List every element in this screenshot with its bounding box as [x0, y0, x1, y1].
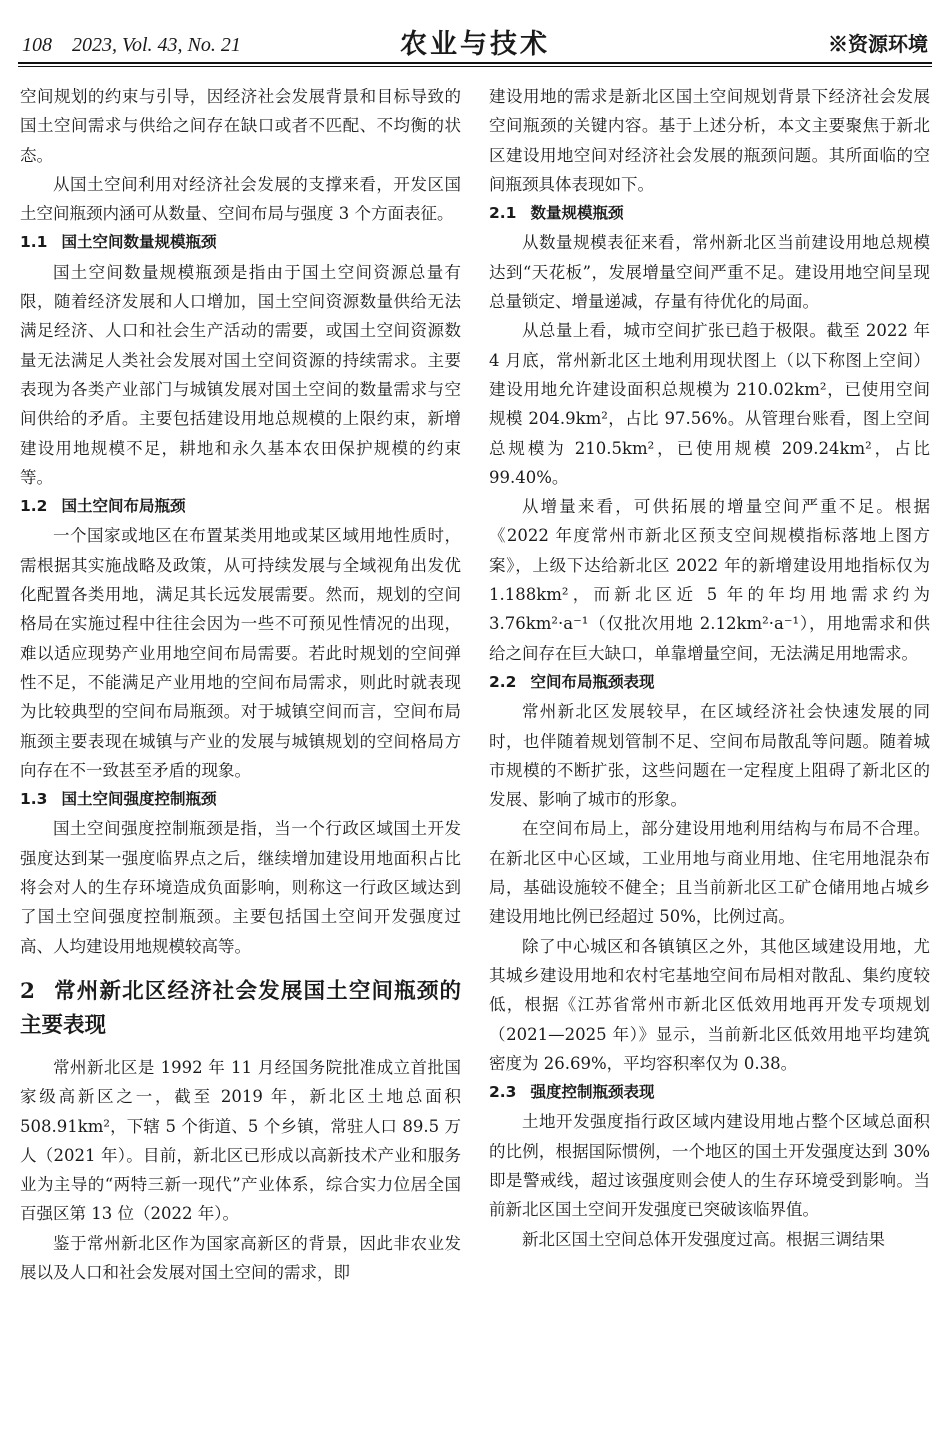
paragraph: 鉴于常州新北区作为国家高新区的背景，因此非农业发展以及人口和社会发展对国土空间的需求，即 — [20, 1233, 461, 1282]
page-number-volume: 108 2023, Vol. 43, No. 21 — [22, 34, 241, 56]
section-number: 2.3 — [489, 1083, 517, 1102]
section-heading-1-3 — [20, 785, 461, 814]
section-title: 强度控制瓶颈表现 — [530, 1083, 655, 1102]
section-title: 常州新北区经济社会发展国土空间瓶颈的主要表现 — [20, 978, 461, 1038]
paragraph: 土地开发强度指行政区域内建设用地占整个区域总面积的比例，根据国际惯例，一个地区的国土开发强度达到 30%即是警戒线，超过该强度则会使人的生存环境受到影响。当前新北区国土空间开发强度已突破该临界值。 — [489, 1112, 930, 1220]
paragraph: 从国土空间利用对经济社会发展的支撑来看，开发区国土空间瓶颈内涵可从数量、空间布局与强度 3 个方面表征。 — [20, 174, 461, 224]
paragraph: 建设用地的需求是新北区国土空间规划背景下经济社会发展空间瓶颈的关键内容。基于上述分析，本文主要聚焦于新北区建设用地空间对经济社会发展的瓶颈问题。其所面临的空间瓶颈具体表现如下。 — [489, 87, 930, 194]
paragraph: 国土空间强度控制瓶颈是指，当一个行政区域国土开发强度达到某一强度临界点之后，继续增加建设用地面积占比将会对人的生存环境造成负面影响，则称这一行政区域达到了国土空间强度控制瓶颈。主要包括国土空间开发强度过高、人均建设用地规模较高等。 — [20, 819, 461, 956]
journal-title: 农业与技术 — [400, 29, 550, 60]
section-title: 数量规模瓶颈 — [530, 204, 624, 223]
page-header — [22, 20, 928, 60]
section-heading-1-2 — [20, 492, 461, 521]
paragraph: 常州新北区发展较早，在区域经济社会快速发展的同时，也伴随着规划管制不足、空间布局散乱等问题。随着城市规模的不断扩张，这些问题在一定程度上阻碍了新北区的发展、影响了城市的形象。 — [489, 702, 930, 810]
paragraph: 从数量规模表征来看，常州新北区当前建设用地总规模达到“天花板”，发展增量空间严重不足。建设用地空间呈现总量锁定、增量递减，存量有待优化的局面。 — [489, 233, 930, 312]
section-heading-2-1 — [489, 199, 930, 228]
paragraph: 一个国家或地区在布置某类用地或某区域用地性质时，需根据其实施战略及政策，从可持续发展与全域视角出发优化配置各类用地，满足其长远发展需要。然而，规划的空间格局在实施过程中往往会因为一些不可预见性情况的出现，难以适应现势产业用地空间布局需要。若此时规划的空间弹性不足，不能满足产业用地的空间布局需求，则此时就表现为比较典型的空间布局瓶颈。对于城镇空间而言，空间布局瓶颈主要表现在城镇与产业的发展与城镇规划的空间格局方向存在不一致甚至矛盾的现象。 — [20, 526, 461, 780]
section-title: 空间布局瓶颈表现 — [530, 672, 655, 691]
paragraph: 在空间布局上，部分建设用地利用结构与布局不合理。在新北区中心区域，工业用地与商业用地、住宅用地混杂布局，基础设施较不健全；且当前新北区工矿仓储用地占城乡建设用地比例已经超过 50%，比例过高。 — [489, 819, 930, 927]
paragraph: 常州新北区是 1992 年 11 月经国务院批准成立首批国家级高新区之一，截至 2019 年，新北区土地总面积 508.91km²，下辖 5 个街道、5 个乡镇，常驻人口 89.5 万人（2021 年）。目前，新北区已形成以高新技术产业和服务业为主导的“两特三新一现代”产业体系，综合实力位居全国百强区第 13 位（2022 年）。 — [20, 1057, 461, 1224]
paragraph: 国土空间数量规模瓶颈是指由于国土空间资源总量有限，随着经济发展和人口增加，国土空间资源数量供给无法满足经济、人口和社会生产活动的需要，或国土空间资源数量无法满足人类社会发展对国土空间资源的持续需求。主要表现为各类产业部门与城镇发展对国土空间的数量需求与空间供给的矛盾。主要包括建设用地总规模的上限约束，新增建设用地规模不足，耕地和永久基本农田保护规模的约束等。 — [20, 262, 461, 487]
section-label: ※资源环境 — [828, 32, 928, 56]
section-title: 国土空间布局瓶颈 — [61, 497, 186, 516]
section-number: 2 — [20, 978, 35, 1004]
section-heading-1-1 — [20, 228, 461, 257]
section-number: 2.2 — [489, 672, 517, 691]
header-rule — [18, 62, 932, 64]
section-heading-2-2 — [489, 668, 930, 697]
right-column — [489, 82, 930, 1422]
left-column — [20, 82, 461, 1422]
section-number: 1.3 — [20, 790, 48, 809]
section-number: 2.1 — [489, 204, 517, 223]
paragraph: 除了中心城区和各镇镇区之外，其他区域建设用地，尤其城乡建设用地和农村宅基地空间布局相对散乱、集约度较低，根据《江苏省常州市新北区低效用地再开发专项规划（2021—2025 年）》显示，当前新北区低效用地平均建筑密度为 26.69%，平均容积率仅为 0.38。 — [489, 936, 930, 1073]
section-heading-2 — [20, 975, 461, 1043]
section-heading-2-3 — [489, 1078, 930, 1107]
header-rule-thin — [18, 66, 932, 67]
paragraph: 从总量上看，城市空间扩张已趋于极限。截至 2022 年 4 月底，常州新北区土地利用现状图上（以下称图上空间）建设用地允许建设面积总规模为 210.02km²，已使用空间规模 204.9km²，占比 97.56%。从管理台账看，图上空间总规模为 210.5km²，已使用规模 209.24km²，占比 99.40%。 — [489, 321, 930, 487]
section-number: 1.1 — [20, 233, 48, 252]
paragraph: 空间规划的约束与引导，因经济社会发展背景和目标导致的国土空间需求与供给之间存在缺口或者不匹配、不均衡的状态。 — [20, 87, 461, 165]
section-title: 国土空间强度控制瓶颈 — [61, 790, 217, 809]
section-number: 1.2 — [20, 497, 48, 516]
paragraph: 新北区国土空间总体开发强度过高。根据三调结果 — [522, 1229, 885, 1249]
paragraph: 从增量来看，可供拓展的增量空间严重不足。根据《2022 年度常州市新北区预支空间规模指标落地上图方案》，上级下达给新北区 2022 年的新增建设用地指标仅为 1.188km²，而新北区近 5 年的年均用地需求约为 3.76km²·a⁻¹（仅批次用地 2.12km²·a⁻¹），用地需求和供给之间存在巨大缺口，单靠增量空间，无法满足用地需求。 — [489, 497, 930, 663]
section-title: 国土空间数量规模瓶颈 — [61, 233, 217, 252]
